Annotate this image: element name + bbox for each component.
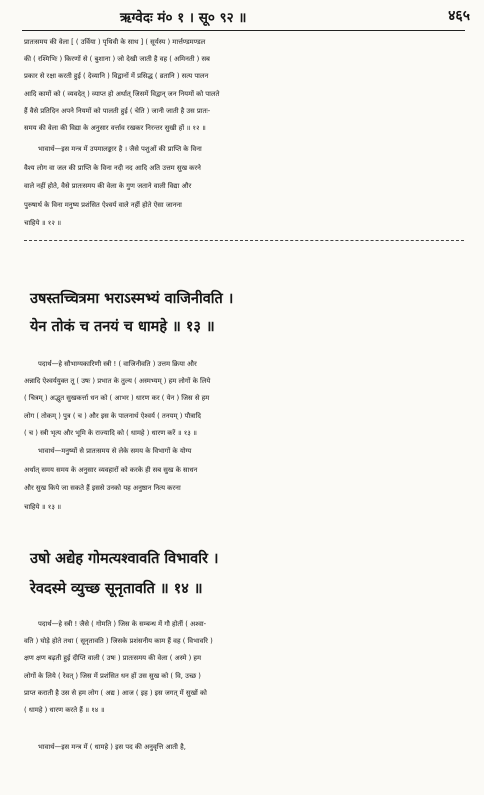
verse-14-line-2: रेवदस्मे व्युच्छ सूनृतावति ॥ १४ ॥ bbox=[30, 581, 203, 597]
text-line: अन्नादि ऐश्वर्ययुक्त तू ( उषः ) प्रभात के तुल्य ( अस्मभ्यम् ) हम लोगों के लिये bbox=[24, 377, 211, 386]
text-line: लोगों के लिये ( रेवत् ) जिस में प्रशंसित धन हों उस सुख को ( वि, उच्छ ) bbox=[24, 671, 201, 680]
text-line: ( चित्रम् ) अद्भुत सुखकर्त्ता धन को ( आभर ) धारण कर ( येन ) जिस से हम bbox=[24, 394, 210, 403]
padartha-12-continued bbox=[24, 34, 464, 137]
text-line: लोग ( तोकम् ) पुत्र ( च ) और इस के पालनार्थ ऐश्वर्य ( तनयम् ) पौत्रादि bbox=[24, 411, 202, 420]
bhavartha-13 bbox=[24, 442, 464, 516]
page-header bbox=[0, 6, 484, 28]
text-line: ( धामहे ) धारण करते हैं ॥ १४ ॥ bbox=[24, 705, 105, 714]
text-line: अर्थात् समय समय के अनुसार व्यवहारों को करके ही सब सुख के साधन bbox=[24, 465, 198, 474]
running-title: ऋग्वेदः मं० १ । सू० ९२ ॥ bbox=[120, 10, 247, 26]
verse-13-line-2: येन तोकं च तनयं च धामहे ॥ १३ ॥ bbox=[30, 319, 215, 335]
text-line: प्राप्त कराती है उस से हम लोग ( अद्य ) आज ( इह ) इस जगत् में सुखों को bbox=[24, 688, 207, 697]
text-line: पदार्थ—हे स्त्री ! जैसे ( गोमति ) जिस के सम्बन्ध में गौ होतीं ( अश्वा- bbox=[38, 620, 207, 628]
separator bbox=[24, 240, 464, 241]
bhavartha-14 bbox=[24, 738, 464, 757]
text-line: वाले नहीं होते, वैसे प्रातःसमय की वेला के गुण जताने वाली विद्या और bbox=[24, 182, 192, 191]
text-line: वैश्य लोग वा जल की प्राप्ति के विना नदी नद आदि अति उत्तम सुख करने bbox=[24, 163, 201, 172]
text-line: समय की वेला की विद्या के अनुसार वर्त्ताव रखकर निरन्तर सुखी हों ॥ १२ ॥ bbox=[24, 123, 206, 132]
text-line: प्रकार से रक्षा करती हुई ( देव्यानि ) विद्वानों में प्रसिद्ध ( व्रतानि ) सत्य पालन bbox=[24, 72, 209, 81]
bhavartha-12 bbox=[24, 140, 464, 233]
page-number: ४६५ bbox=[448, 8, 470, 24]
text-line: आदि कामों को ( व्यवदेत् ) व्याप्त हो अर्थात् जिसमें विद्वान् जन नियमों को पालते bbox=[24, 89, 220, 98]
verse-13-line-1: उषस्तच्चित्रमा भराऽस्मभ्यं वाजिनीवति । bbox=[30, 291, 234, 307]
text-line: भावार्थ—मनुष्यों से प्रातःसमय से लेके समय के विभागों के योग्य bbox=[38, 447, 192, 455]
text-line: और सुख किये जा सकते हैं इससे उनको यह अनुष्ठान नित्य करना bbox=[24, 484, 181, 493]
padartha-13 bbox=[24, 356, 464, 442]
text-line: हैं वैसे प्रतिदिन अपने नियमों को पालती हुई ( चेति ) जानी जाती है उस प्रातः- bbox=[24, 106, 211, 115]
header-rule bbox=[22, 30, 465, 31]
text-line: ( च ) स्त्री भृत्य और भूमि के राज्यादि को ( धामहे ) धारण करें ॥ १३ ॥ bbox=[24, 428, 197, 437]
text-line: चाहिये ॥ १२ ॥ bbox=[24, 219, 62, 228]
padartha-14 bbox=[24, 616, 464, 719]
text-line: पदार्थ—हे सौभाग्यकारिणी स्त्री ! ( वाजिनीवति ) उत्तम क्रिया और bbox=[38, 360, 197, 368]
text-line: वति ) घोड़े होते तथा ( सूनृतावति ) जिसके प्रशंसनीय काम हैं वह ( विभावरि ) bbox=[24, 637, 213, 646]
text-line: क्षण क्षण बढ़ती हुई दीप्ति वाली ( उषः ) प्रातःसमय की वेला ( अस्मे ) हम bbox=[24, 654, 202, 663]
text-line: प्रातःसमय की वेला [ ( उर्विया ) पृथिवी के साथ ] ( सूर्यस्य ) मार्त्तण्डमण्डल bbox=[24, 38, 206, 46]
text-line: भावार्थ—इस मन्त्र में उपमालङ्कार है । जैसे पशुओं की प्राप्ति के विना bbox=[38, 145, 202, 153]
text-line: चाहिये ॥ १३ ॥ bbox=[24, 502, 62, 511]
text-line: पुरुषार्थ के विना मनुष्य प्रशंसित ऐश्वर्य वाले नहीं होते ऐसा जानना bbox=[24, 200, 182, 209]
text-line: की ( रश्मिभिः ) किरणों से ( बुशाना ) जो देखी जाती है वह ( अमिनती ) सब bbox=[24, 55, 210, 64]
text-line: भावार्थ—इस मन्त्र में ( धामहे ) इस पद की अनुवृत्ति आती है, bbox=[38, 743, 186, 751]
verse-14-line-1: उषो अद्येह गोमत्यश्वावति विभावरि । bbox=[30, 551, 219, 567]
